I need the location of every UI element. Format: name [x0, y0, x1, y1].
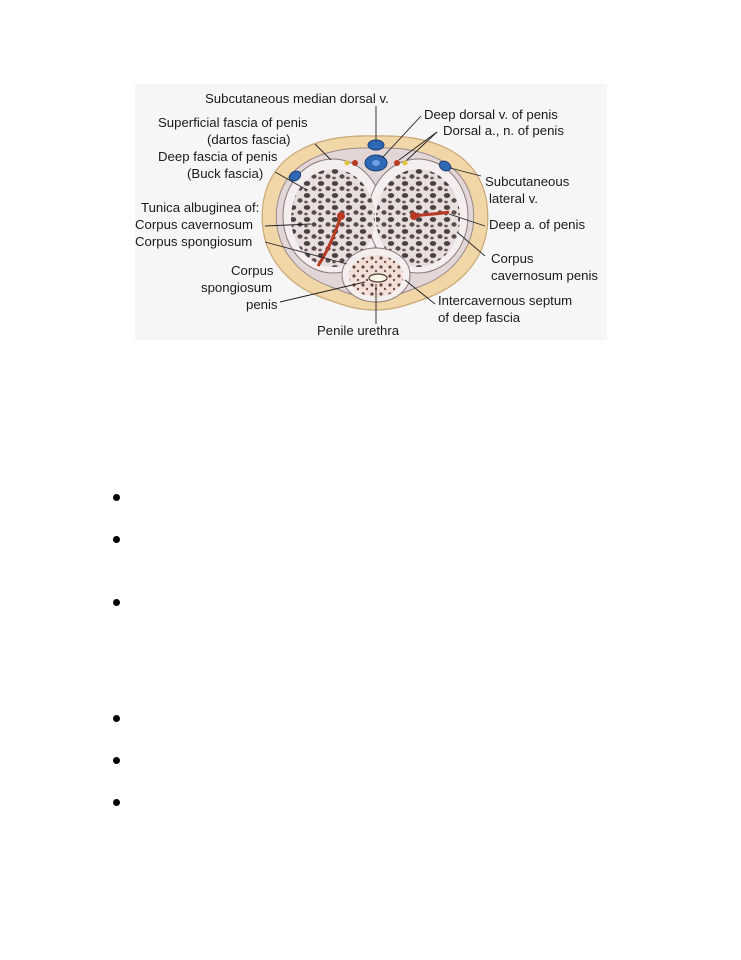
dorsal-artery-left [352, 160, 358, 166]
label-dorsal-a-n: Dorsal a., n. of penis [443, 123, 564, 138]
label-corpus-spongiosum-mid: spongiosum [201, 280, 273, 295]
label-deep-dorsal-v: Deep dorsal v. of penis [424, 107, 558, 122]
deep-artery-left-lumen [337, 212, 345, 220]
label-superficial-fascia-sub: (dartos fascia) [207, 132, 291, 147]
label-deep-fascia: Deep fascia of penis [158, 149, 278, 164]
dorsal-artery-right [394, 160, 400, 166]
label-deep-artery: Deep a. of penis [489, 217, 586, 232]
bullet-point [113, 757, 120, 764]
label-tunica-corpus-cavernosum: Corpus cavernosum [135, 217, 254, 232]
label-corpus-cavernosum: Corpus [491, 251, 534, 266]
penis-cross-section-diagram [135, 84, 607, 340]
label-subcutaneous-lateral-sub: lateral v. [489, 191, 538, 206]
bullet-point [113, 494, 120, 501]
label-corpus-cavernosum-sub: cavernosum penis [491, 268, 599, 283]
label-intercavernous-septum-sub: of deep fascia [438, 310, 521, 325]
label-tunica-corpus-spongiosum: Corpus spongiosum [135, 234, 253, 249]
dorsal-nerve-left [345, 161, 350, 166]
deep-artery-right-lumen [410, 212, 418, 220]
bullet-point [113, 536, 120, 543]
bullet-point [113, 715, 120, 722]
bullet-point [113, 799, 120, 806]
label-tunica-albuginea: Tunica albuginea of: [141, 200, 260, 215]
label-superficial-fascia: Superficial fascia of penis [158, 115, 308, 130]
label-corpus-spongiosum: Corpus [231, 263, 274, 278]
bullet-point [113, 599, 120, 606]
deep-dorsal-vein-lumen [372, 160, 380, 166]
label-intercavernous-septum: Intercavernous septum [438, 293, 573, 308]
label-subcutaneous-lateral: Subcutaneous [485, 174, 570, 189]
penile-urethra-shape [369, 274, 387, 282]
label-deep-fascia-sub: (Buck fascia) [187, 166, 264, 181]
subcutaneous-median-dorsal-vein [368, 140, 384, 150]
label-penile-urethra: Penile urethra [317, 323, 400, 338]
label-corpus-spongiosum-sub: penis [246, 297, 278, 312]
dorsal-nerve-right [403, 161, 408, 166]
cross-section-figure [135, 84, 607, 340]
label-subcutaneous-median-dorsal-v: Subcutaneous median dorsal v. [205, 91, 389, 106]
